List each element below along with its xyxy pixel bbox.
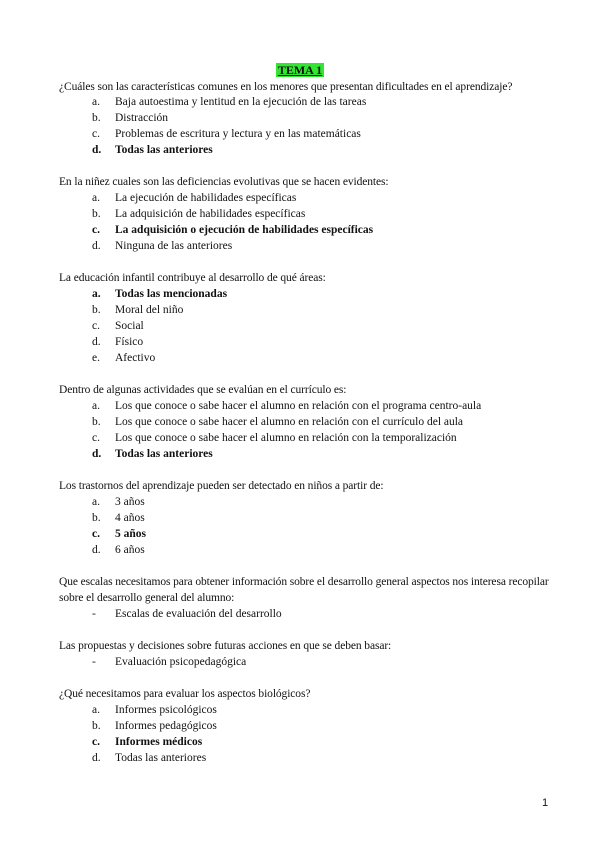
question-4: Dentro de algunas actividades que se evalúan en el currículo es: (59, 384, 347, 396)
question-1: ¿Cuáles son las características comunes en los menores que presentan dificultades en el aprendizaje? (59, 81, 513, 93)
question-2: En la niñez cuales son las deficiencias evolutivas que se hacen evidentes: (59, 176, 389, 188)
page-number: 1 (542, 797, 549, 809)
page-title: TEMA 1 (277, 63, 323, 77)
question-8: ¿Qué necesitamos para evaluar los aspectos biológicos? (59, 688, 311, 700)
question-5: Los trastornos del aprendizaje pueden ser detectado en niños a partir de: (59, 480, 384, 492)
document-page: TEMA 1 ¿Cuáles son las características comunes en los menores que presentan dificultades en el aprendizaje? a. Baja autoestima y lentitud en la ejecución de las tareas b. Distracción c. Problemas de escritura y lectura y en las matemáticas d. Todas las anteriores En la niñez cuales son las deficiencias evolutivas que se hacen evidentes: a. La ejecución de habilidades específicas b. La adquisición de habilidades específicas c. La adquisición o ejecución de habilidades específicas d. Ninguna de las anteriores La educación infantil contribuye al desarrollo de qué áreas: a. Todas las mencionadas b. Moral del niño c. Social d. Físico e. Afectivo Dentro de algunas actividades que se evalúan en el currículo es: a. Los que conoce o sabe hacer el alumno en relación con el programa centro-aula b. Los que conoce o sabe hacer el alumno en relación con el currículo del aula c. Los que conoce o sabe hacer el alumno en relación con la temporalización d. Todas las anteriores Los trastornos del aprendizaje pueden ser detectado en niños a partir de: a. 3 años b. 4 años c. 5 años d. 6 años Que escalas necesitamos para obtener información sobre el desarrollo general aspectos nos interesa recopilar sobre el desarrollo general del alumno: - Escalas de evaluación del desarrollo Las propuestas y decisiones sobre futuras acciones en que se deben basar: - Evaluación psicopedagógica ¿Qué necesitamos para evaluar los aspectos biológicos? a. Informes psicológicos b. Informes pedagógicos c. Informes médicos d. Todas las anteriores 1 (0, 0, 600, 848)
question-7: Las propuestas y decisiones sobre futuras acciones en que se deben basar: (59, 640, 392, 652)
question-3: La educación infantil contribuye al desarrollo de qué áreas: (59, 272, 326, 284)
question-6: Que escalas necesitamos para obtener información sobre el desarrollo general aspectos nos interesa recopilar sobre el desarrollo general del alumno: (59, 576, 549, 604)
title-wrapper (0, 61, 600, 79)
